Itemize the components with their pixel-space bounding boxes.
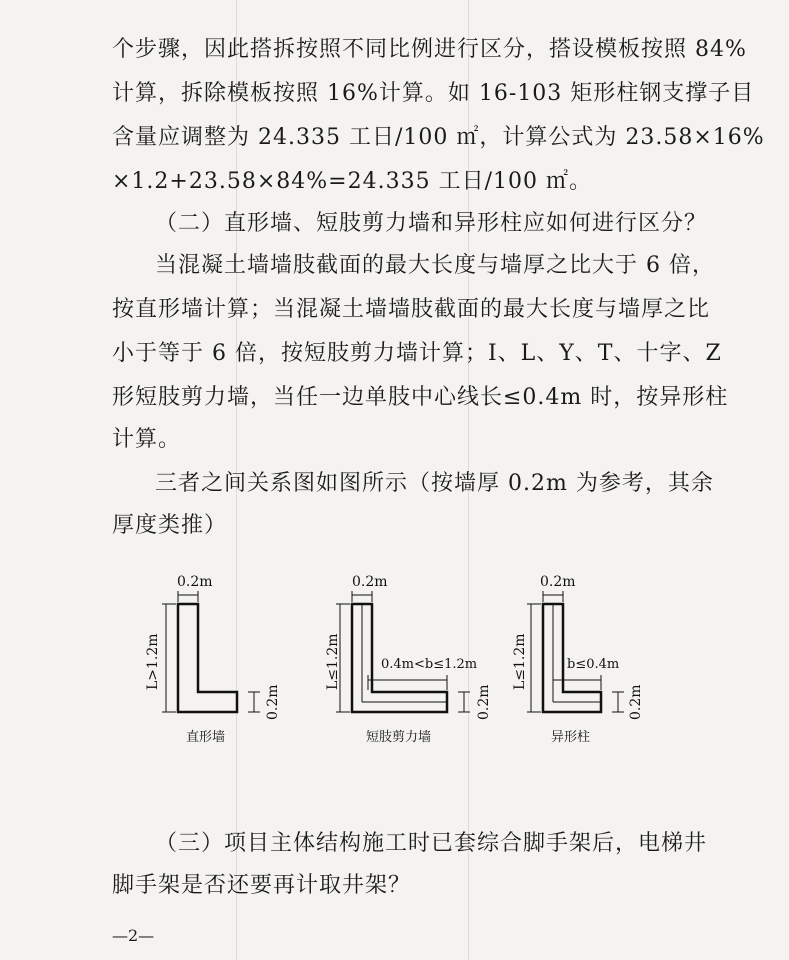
dim-top: 0.2m: [540, 574, 576, 590]
dim-top: 0.2m: [352, 574, 388, 590]
document-page: 个步骤，因此搭拆按照不同比例进行区分，搭设模板按照 84% 计算，拆除模板按照 16%计算。如 16-103 矩形柱钢支撑子目 含量应调整为 24.335 工日/100 ㎡，计算公式为 23.58×16% ×1.2+23.58×84%=24.335 工日/100 ㎡。 （二）直形墙、短肢剪力墙和异形柱应如何进行区分？ 当混凝土墙墙肢截面的最大长度与墙厚之比大于 6 倍， 按直形墙计算；当混凝土墙墙肢截面的最大长度与墙厚之比 小于等于 6 倍，按短肢剪力墙计算；I、L、Y、T、十字、Z 形短肢剪力墙，当任一边单肢中心线长≤0.4m 时，按异形柱 计算。 三者之间关系图如图所示（按墙厚 0.2m 为参考，其余 厚度类推） 0.2m L>1.2m 0.2m 直形墙 0.2m L≤1.2m 0.4m<b≤1.2m 0.2m 短肢剪力墙 0.2m L≤1.2m b≤0.4m 0.2m 异形柱 （三）项目主体结构施工时已套综合脚手架后，电梯井 脚手架是否还要再计取井架？ —2—: [0, 0, 789, 960]
dim-arm: b≤0.4m: [567, 657, 620, 672]
diagram-straight-wall: [145, 574, 281, 745]
dim-top: 0.2m: [177, 574, 213, 590]
dim-side: L>1.2m: [145, 633, 161, 690]
diagram-special-shaped-column: [512, 574, 644, 745]
dim-bottom: 0.2m: [476, 684, 492, 720]
dim-side: L≤1.2m: [325, 633, 341, 690]
l-shape-outline: [178, 604, 237, 712]
dim-arm: 0.4m<b≤1.2m: [381, 657, 478, 672]
dim-bottom: 0.2m: [265, 684, 281, 720]
caption: 短肢剪力墙: [366, 730, 432, 745]
diagram-short-limb-shear-wall: [325, 574, 492, 745]
caption: 异形柱: [551, 730, 591, 745]
dim-side: L≤1.2m: [512, 633, 528, 690]
page-number: —2—: [112, 926, 155, 945]
dim-bottom: 0.2m: [628, 684, 644, 720]
caption: 直形墙: [186, 730, 226, 745]
